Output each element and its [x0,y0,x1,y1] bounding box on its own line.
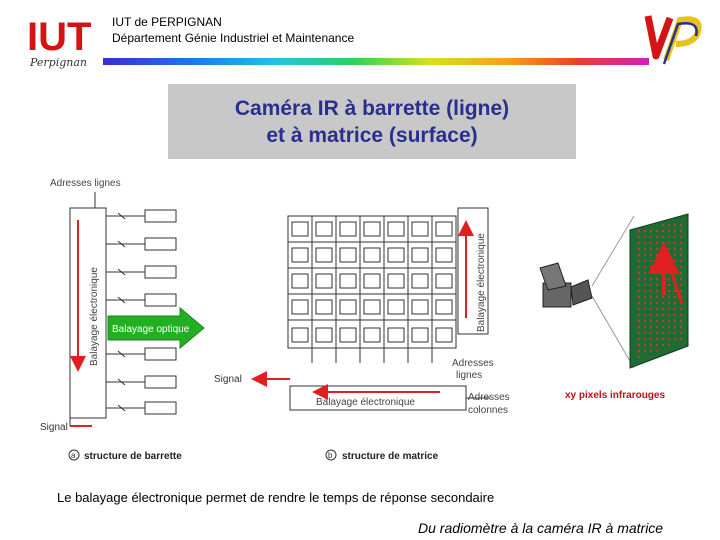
row-2 [106,238,176,250]
row-4 [106,294,176,306]
signal-label-a: Signal [40,422,68,433]
iut-logo [26,12,92,70]
header-line-2: Département Génie Industriel et Maintenance [112,31,355,45]
rainbow-divider [103,58,649,65]
ir-pixels-label: xy pixels infrarouges [565,390,666,401]
signal-label-b: Signal [214,374,242,385]
line-addresses-label-1: Adresses [452,358,494,369]
column-addresses-label-2: colonnes [468,405,509,416]
caption-a: structure de barrette [84,451,182,462]
camera-illustration [540,214,688,401]
row-6 [106,376,176,388]
caption-letter-b: b [328,451,333,460]
header-line-1: IUT de PERPIGNAN [112,15,222,29]
ir-camera-icon [540,263,592,307]
svg-text:Perpignan: Perpignan [30,56,88,69]
title-box [168,84,576,159]
caption-letter-a: a [71,451,76,460]
address-lines-label: Adresses lignes [50,178,121,189]
caption-b: structure de matrice [342,451,439,462]
svg-text:IUT: IUT [27,15,92,59]
row-3 [106,266,176,278]
row-7 [106,402,176,414]
vertical-scan-label: Balayage électronique [89,267,100,366]
pixel-grid [288,216,456,363]
bottom-note: Le balayage électronique permet de rendre le temps de réponse secondaire [57,490,495,505]
barrette-structure [40,178,204,462]
matrix-structure [214,208,510,462]
ir-camera-diagram [0,168,720,468]
row-1 [106,210,176,222]
matrix-vertical-scan-label: Balayage électronique [476,233,487,332]
title-line-1: Caméra IR à barrette (ligne) [234,96,510,120]
row-5 [106,348,176,360]
vp-logo [640,10,710,68]
matrix-horizontal-scan-label: Balayage électronique [316,397,415,408]
title-line-2: et à matrice (surface) [266,123,478,147]
footer-text: Du radiomètre à la caméra IR à matrice [418,520,664,536]
vertical-register [70,208,106,418]
optical-scan-label: Balayage optique [112,324,190,335]
column-addresses-label-1: Adresses [468,392,510,403]
line-addresses-label-2: lignes [456,370,483,381]
barrette-rows [106,210,176,414]
